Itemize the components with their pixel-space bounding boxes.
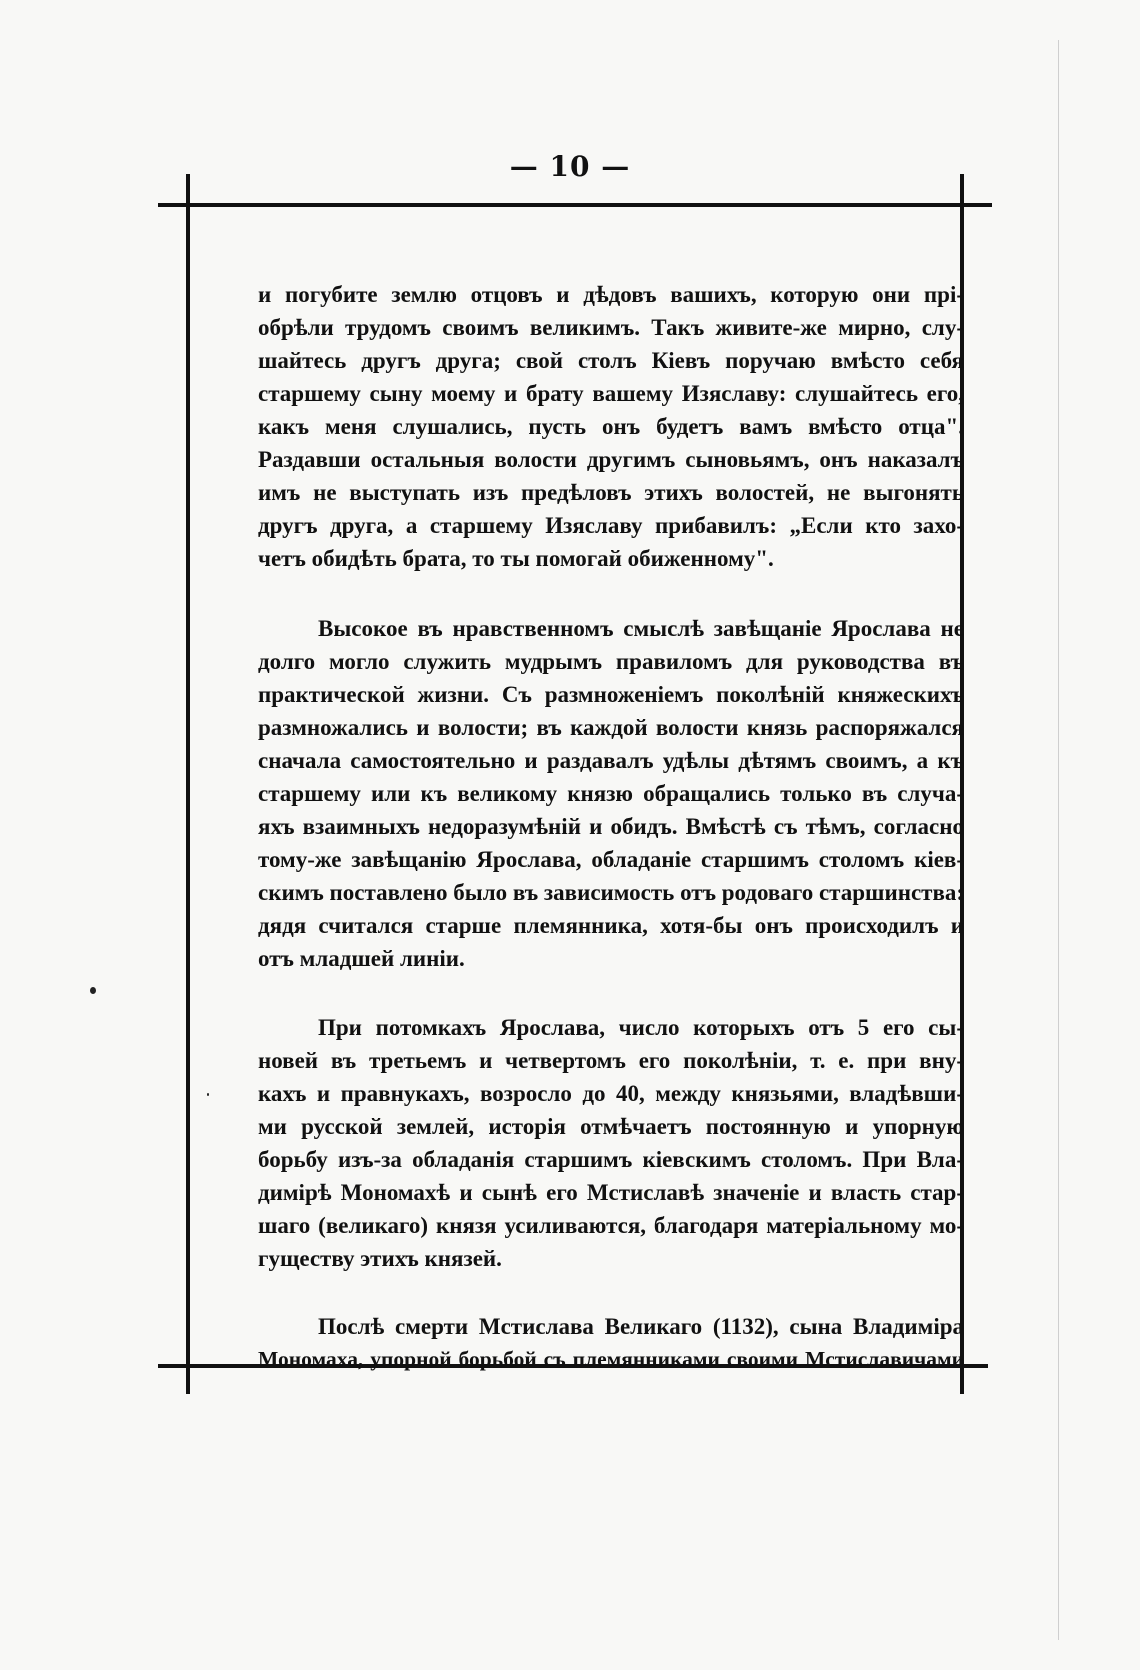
text-line: какъ меня слушались, пусть онъ будетъ вамъ вмѣсто отца". — [258, 414, 964, 439]
text-line: При потомкахъ Ярослава, число которыхъ отъ 5 его сы- — [318, 1015, 964, 1040]
text-line: отъ младшей линіи. — [258, 946, 465, 971]
text-line: обрѣли трудомъ своимъ великимъ. Такъ живите-же мирно, слу- — [258, 315, 964, 340]
text-line: борьбу изъ-за обладанія старшимъ кіевскимъ столомъ. При Вла- — [258, 1147, 964, 1172]
text-line: практической жизни. Съ размноженіемъ поколѣній княжескихъ — [258, 682, 964, 707]
page-number: — 10 — — [509, 150, 631, 183]
text-line: дядя считался старше племянника, хотя-бы онъ происходилъ и — [258, 913, 964, 938]
text-line: долго могло служить мудрымъ правиломъ для руководства въ — [258, 649, 964, 674]
text-line: размножались и волости; въ каждой волости князь распоряжался — [258, 715, 964, 740]
text-line: Послѣ смерти Мстислава Великаго (1132), сына Владиміра — [318, 1314, 964, 1339]
scan-edge-line — [1058, 40, 1059, 1640]
top-rule — [158, 203, 992, 207]
text-line: кахъ и правнукахъ, возросло до 40, между князьями, владѣвши- — [258, 1081, 964, 1106]
text-line: тому-же завѣщанію Ярослава, обладаніе старшимъ столомъ кіев- — [258, 847, 964, 872]
text-line: ми русской землей, исторія отмѣчаетъ постоянную и упорную — [258, 1114, 964, 1139]
paragraph-4 — [258, 1310, 964, 1376]
text-line: другъ друга, а старшему Изяславу прибавилъ: „Если кто захо- — [258, 513, 964, 538]
text-line: четъ обидѣть брата, то ты помогай обиженному". — [258, 546, 774, 571]
text-line: имъ не выступать изъ предѣловъ этихъ волостей, не выгонять — [258, 480, 964, 505]
text-line: скимъ поставлено было въ зависимость отъ родоваго старшинства: — [258, 880, 965, 905]
text-line: новей въ третьемъ и четвертомъ его поколѣніи, т. е. при вну- — [258, 1048, 964, 1073]
text-line: Раздавши остальныя волости другимъ сыновьямъ, онъ наказалъ — [258, 447, 964, 472]
scan-speck — [207, 1093, 209, 1096]
paragraph-3 — [258, 1011, 964, 1275]
paragraph-2 — [258, 612, 964, 975]
left-frame-rule — [186, 174, 190, 1394]
text-line: старшему или къ великому князю обращались только въ случа- — [258, 781, 964, 806]
text-line: старшему сыну моему и брату вашему Изяславу: слушайтесь его, — [258, 381, 964, 406]
text-line: шайтесь другъ друга; свой столъ Кіевъ поручаю вмѣсто себя — [258, 348, 964, 373]
text-line: Мономаха, упорной борьбой съ племянниками своими Мстиславичами — [258, 1347, 964, 1371]
paragraph-1 — [258, 278, 964, 575]
text-line: и погубите землю отцовъ и дѣдовъ вашихъ, которую они прі- — [258, 282, 964, 307]
text-line: димірѣ Мономахѣ и сынѣ его Мстиславѣ значеніе и власть стар- — [258, 1180, 964, 1205]
text-line: шаго (великаго) князя усиливаются, благодаря матеріальному мо- — [258, 1213, 964, 1238]
scan-speck — [90, 987, 96, 994]
text-line: сначала самостоятельно и раздавалъ удѣлы дѣтямъ своимъ, а къ — [258, 748, 964, 773]
text-line: яхъ взаимныхъ недоразумѣній и обидъ. Вмѣстѣ съ тѣмъ, согласно — [258, 814, 964, 839]
text-line: Высокое въ нравственномъ смыслѣ завѣщаніе Ярослава не — [318, 616, 964, 641]
text-line: гуществу этихъ князей. — [258, 1246, 502, 1271]
